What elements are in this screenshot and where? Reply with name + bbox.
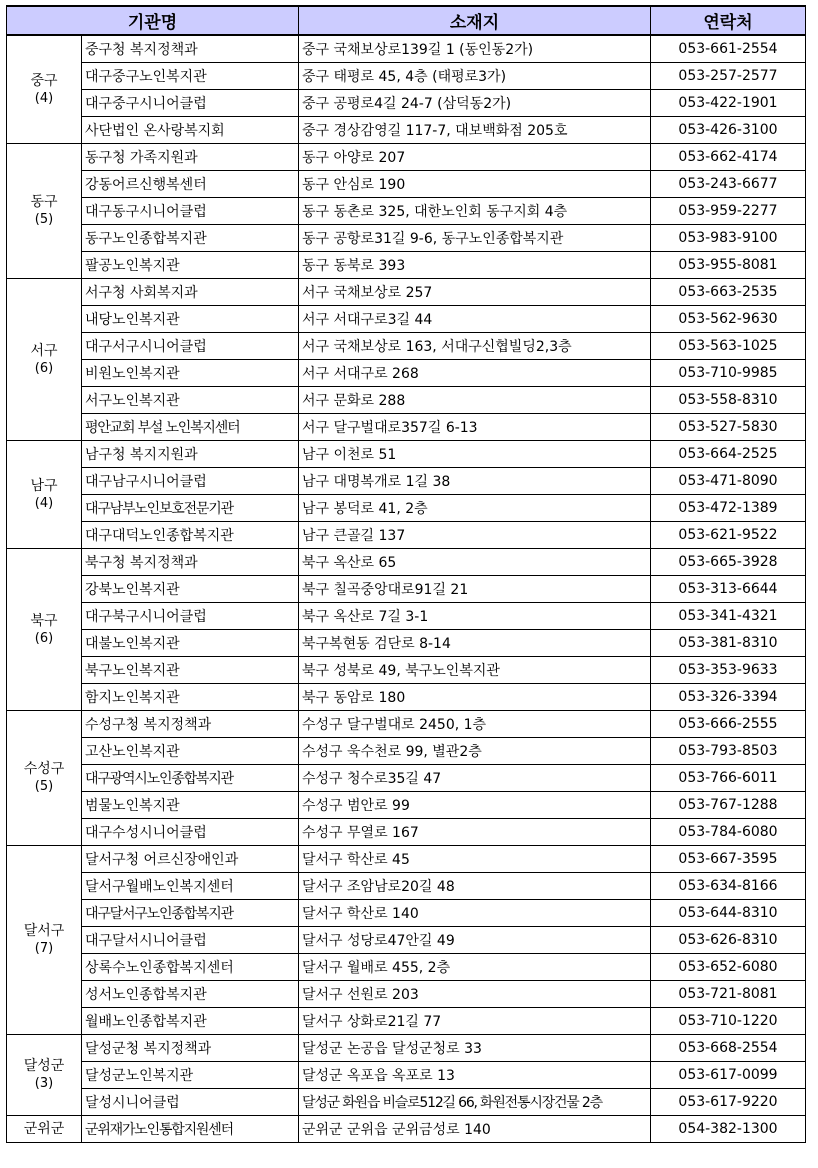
district-cell	[7, 441, 82, 549]
phone-number: 053-558-8310	[651, 387, 806, 414]
table-row	[7, 954, 806, 981]
address: 달성군 화원읍 비슬로512길 66, 화원전통시장건물 2층	[299, 1089, 651, 1116]
institution-name: 달성군청 복지정책과	[82, 1035, 299, 1062]
table-row	[7, 414, 806, 441]
phone-number: 053-667-3595	[651, 846, 806, 873]
address: 달성군 옥포읍 옥포로 13	[299, 1062, 651, 1089]
phone-number: 053-617-0099	[651, 1062, 806, 1089]
institution-name: 월배노인종합복지관	[82, 1008, 299, 1035]
phone-number: 053-666-2555	[651, 711, 806, 738]
table-row	[7, 279, 806, 306]
phone-number: 053-652-6080	[651, 954, 806, 981]
institution-name: 범물노인복지관	[82, 792, 299, 819]
table-row	[7, 576, 806, 603]
address: 남구 큰골길 137	[299, 522, 651, 549]
address: 달성군 논공읍 달성군청로 33	[299, 1035, 651, 1062]
institution-name: 군위재가노인통합지원센터	[82, 1116, 299, 1143]
address: 군위군 군위읍 군위금성로 140	[299, 1116, 651, 1143]
institution-name: 함지노인복지관	[82, 684, 299, 711]
table-row	[7, 468, 806, 495]
table-row	[7, 63, 806, 90]
institution-name: 대구달서구노인종합복지관	[82, 900, 299, 927]
table-row	[7, 1116, 806, 1143]
phone-number: 053-664-2525	[651, 441, 806, 468]
institution-table	[6, 5, 806, 1143]
phone-number: 053-710-9985	[651, 360, 806, 387]
institution-name: 대구남부노인보호전문기관	[82, 495, 299, 522]
district-name: 달서구	[23, 923, 65, 939]
table-row	[7, 360, 806, 387]
district-count: (5)	[34, 779, 54, 794]
table-row	[7, 306, 806, 333]
address: 동구 동촌로 325, 대한노인회 동구지회 4층	[299, 198, 651, 225]
district-name: 서구	[30, 342, 58, 359]
phone-number: 053-381-8310	[651, 630, 806, 657]
phone-number: 053-662-4174	[651, 144, 806, 171]
institution-name: 대구대덕노인종합복지관	[82, 522, 299, 549]
district-name: 남구	[30, 477, 58, 494]
district-count: (6)	[34, 360, 54, 376]
institution-name: 달서구월배노인복지센터	[82, 873, 299, 900]
table-row	[7, 1062, 806, 1089]
institution-name: 북구노인복지관	[82, 657, 299, 684]
table-row	[7, 846, 806, 873]
institution-name: 대구북구시니어클럽	[82, 603, 299, 630]
institution-name: 달성군노인복지관	[82, 1062, 299, 1089]
district-count: (3)	[34, 1076, 54, 1091]
district-name: 달성군	[23, 1058, 65, 1074]
institution-name: 대불노인복지관	[82, 630, 299, 657]
institution-name: 남구청 복지지원과	[82, 441, 299, 468]
address: 수성구 청수로35길 47	[299, 765, 651, 792]
phone-number: 053-562-9630	[651, 306, 806, 333]
address: 북구 성북로 49, 북구노인복지관	[299, 657, 651, 684]
table-row	[7, 333, 806, 360]
table-row	[7, 171, 806, 198]
institution-name: 강동어르신행복센터	[82, 171, 299, 198]
phone-number: 053-644-8310	[651, 900, 806, 927]
phone-number: 053-313-6644	[651, 576, 806, 603]
table-row	[7, 522, 806, 549]
institution-name: 북구청 복지정책과	[82, 549, 299, 576]
district-cell	[7, 549, 82, 711]
table-row	[7, 225, 806, 252]
phone-number: 053-471-8090	[651, 468, 806, 495]
district-cell	[7, 279, 82, 441]
phone-number: 053-766-6011	[651, 765, 806, 792]
institution-name: 대구수성시니어클럽	[82, 819, 299, 846]
phone-number: 053-710-1220	[651, 1008, 806, 1035]
table-row	[7, 117, 806, 144]
district-cell	[7, 1116, 82, 1143]
institution-name: 대구중구시니어클럽	[82, 90, 299, 117]
address: 달서구 성당로47안길 49	[299, 927, 651, 954]
institution-name: 수성구청 복지정책과	[82, 711, 299, 738]
institution-name: 대구서구시니어클럽	[82, 333, 299, 360]
table-row	[7, 1008, 806, 1035]
phone-number: 053-634-8166	[651, 873, 806, 900]
table-row	[7, 144, 806, 171]
table-row	[7, 657, 806, 684]
institution-name: 서구노인복지관	[82, 387, 299, 414]
address: 북구 옥산로 7길 3-1	[299, 603, 651, 630]
address: 북구 칠곡중앙대로91길 21	[299, 576, 651, 603]
phone-number: 053-955-8081	[651, 252, 806, 279]
district-count: (4)	[34, 495, 54, 511]
table-row	[7, 603, 806, 630]
phone-number: 053-257-2577	[651, 63, 806, 90]
phone-number: 053-721-8081	[651, 981, 806, 1008]
phone-number: 054-382-1300	[651, 1116, 806, 1143]
phone-number: 053-243-6677	[651, 171, 806, 198]
table-row	[7, 711, 806, 738]
phone-number: 053-527-5830	[651, 414, 806, 441]
table-row	[7, 873, 806, 900]
phone-number: 053-426-3100	[651, 117, 806, 144]
district-name: 수성구	[23, 761, 65, 777]
district-cell	[7, 846, 82, 1035]
table-row	[7, 35, 806, 63]
table-body	[7, 35, 806, 1143]
address: 달서구 조암남로20길 48	[299, 873, 651, 900]
address: 중구 태평로 45, 4층 (태평로3가)	[299, 63, 651, 90]
institution-name: 대구남구시니어클럽	[82, 468, 299, 495]
table-row	[7, 441, 806, 468]
phone-number: 053-621-9522	[651, 522, 806, 549]
phone-number: 053-661-2554	[651, 35, 806, 63]
address: 수성구 달구벌대로 2450, 1층	[299, 711, 651, 738]
table-row	[7, 495, 806, 522]
phone-number: 053-663-2535	[651, 279, 806, 306]
table-row	[7, 792, 806, 819]
table-row	[7, 819, 806, 846]
phone-number: 053-767-1288	[651, 792, 806, 819]
address: 서구 서대구로 268	[299, 360, 651, 387]
phone-number: 053-422-1901	[651, 90, 806, 117]
institution-name: 대구달서시니어클럽	[82, 927, 299, 954]
address: 서구 문화로 288	[299, 387, 651, 414]
table-row	[7, 198, 806, 225]
table-row	[7, 927, 806, 954]
table-row	[7, 549, 806, 576]
table-row	[7, 630, 806, 657]
institution-name: 사단법인 온사랑복지회	[82, 117, 299, 144]
institution-name: 중구청 복지정책과	[82, 35, 299, 63]
district-cell	[7, 711, 82, 846]
address: 북구 옥산로 65	[299, 549, 651, 576]
address: 수성구 범안로 99	[299, 792, 651, 819]
address: 중구 공평로4길 24-7 (삼덕동2가)	[299, 90, 651, 117]
district-count: (4)	[34, 90, 54, 106]
district-cell	[7, 35, 82, 144]
header-location: 소재지	[299, 6, 651, 35]
table-row	[7, 981, 806, 1008]
address: 남구 봉덕로 41, 2층	[299, 495, 651, 522]
address: 서구 서대구로3길 44	[299, 306, 651, 333]
district-name: 동구	[30, 194, 58, 210]
institution-name: 대구중구노인복지관	[82, 63, 299, 90]
institution-name: 동구청 가족지원과	[82, 144, 299, 171]
institution-name: 고산노인복지관	[82, 738, 299, 765]
address: 수성구 무열로 167	[299, 819, 651, 846]
address: 동구 동북로 393	[299, 252, 651, 279]
phone-number: 053-326-3394	[651, 684, 806, 711]
district-count: (7)	[34, 941, 54, 956]
address: 동구 공항로31길 9-6, 동구노인종합복지관	[299, 225, 651, 252]
phone-number: 053-353-9633	[651, 657, 806, 684]
institution-name: 팔공노인복지관	[82, 252, 299, 279]
table-row	[7, 252, 806, 279]
institution-name: 대구광역시노인종합복지관	[82, 765, 299, 792]
institution-name: 달성시니어클럽	[82, 1089, 299, 1116]
address: 달서구 학산로 140	[299, 900, 651, 927]
address: 남구 이천로 51	[299, 441, 651, 468]
district-name: 중구	[30, 72, 58, 89]
district-name: 군위군	[23, 1120, 65, 1137]
institution-name: 성서노인종합복지관	[82, 981, 299, 1008]
table-row	[7, 1089, 806, 1116]
institution-name: 대구동구시니어클럽	[82, 198, 299, 225]
table-row	[7, 765, 806, 792]
phone-number: 053-665-3928	[651, 549, 806, 576]
table-row	[7, 684, 806, 711]
address: 동구 안심로 190	[299, 171, 651, 198]
table-row	[7, 900, 806, 927]
address: 서구 달구벌대로357길 6-13	[299, 414, 651, 441]
phone-number: 053-626-8310	[651, 927, 806, 954]
institution-name: 동구노인종합복지관	[82, 225, 299, 252]
district-count: (5)	[34, 212, 54, 227]
address: 중구 경상감영길 117-7, 대보백화점 205호	[299, 117, 651, 144]
phone-number: 053-617-9220	[651, 1089, 806, 1116]
address: 달서구 상화로21길 77	[299, 1008, 651, 1035]
phone-number: 053-793-8503	[651, 738, 806, 765]
institution-name: 상록수노인종합복지센터	[82, 954, 299, 981]
institution-name: 비원노인복지관	[82, 360, 299, 387]
district-cell	[7, 144, 82, 279]
phone-number: 053-784-6080	[651, 819, 806, 846]
address: 동구 아양로 207	[299, 144, 651, 171]
phone-number: 053-341-4321	[651, 603, 806, 630]
institution-name: 내당노인복지관	[82, 306, 299, 333]
institution-name: 달서구청 어르신장애인과	[82, 846, 299, 873]
phone-number: 053-563-1025	[651, 333, 806, 360]
header-row	[7, 6, 806, 35]
institution-name: 평안교회 부설 노인복지센터	[82, 414, 299, 441]
address: 달서구 선원로 203	[299, 981, 651, 1008]
district-name: 북구	[30, 612, 58, 629]
phone-number: 053-959-2277	[651, 198, 806, 225]
table-row	[7, 387, 806, 414]
institution-name: 서구청 사회복지과	[82, 279, 299, 306]
address: 달서구 학산로 45	[299, 846, 651, 873]
address: 서구 국채보상로 163, 서대구신협빌딩2,3층	[299, 333, 651, 360]
phone-number: 053-668-2554	[651, 1035, 806, 1062]
table-row	[7, 90, 806, 117]
table-row	[7, 1035, 806, 1062]
address: 서구 국채보상로 257	[299, 279, 651, 306]
header-contact: 연락처	[651, 6, 806, 35]
phone-number: 053-983-9100	[651, 225, 806, 252]
header-institution: 기관명	[7, 6, 299, 35]
district-count: (6)	[34, 630, 54, 646]
table-row	[7, 738, 806, 765]
address: 북구 동암로 180	[299, 684, 651, 711]
institution-name: 강북노인복지관	[82, 576, 299, 603]
address: 수성구 욱수천로 99, 별관2층	[299, 738, 651, 765]
district-cell	[7, 1035, 82, 1116]
address: 중구 국채보상로139길 1 (동인동2가)	[299, 35, 651, 63]
address: 남구 대명복개로 1길 38	[299, 468, 651, 495]
address: 북구복현동 검단로 8-14	[299, 630, 651, 657]
address: 달서구 월배로 455, 2층	[299, 954, 651, 981]
phone-number: 053-472-1389	[651, 495, 806, 522]
